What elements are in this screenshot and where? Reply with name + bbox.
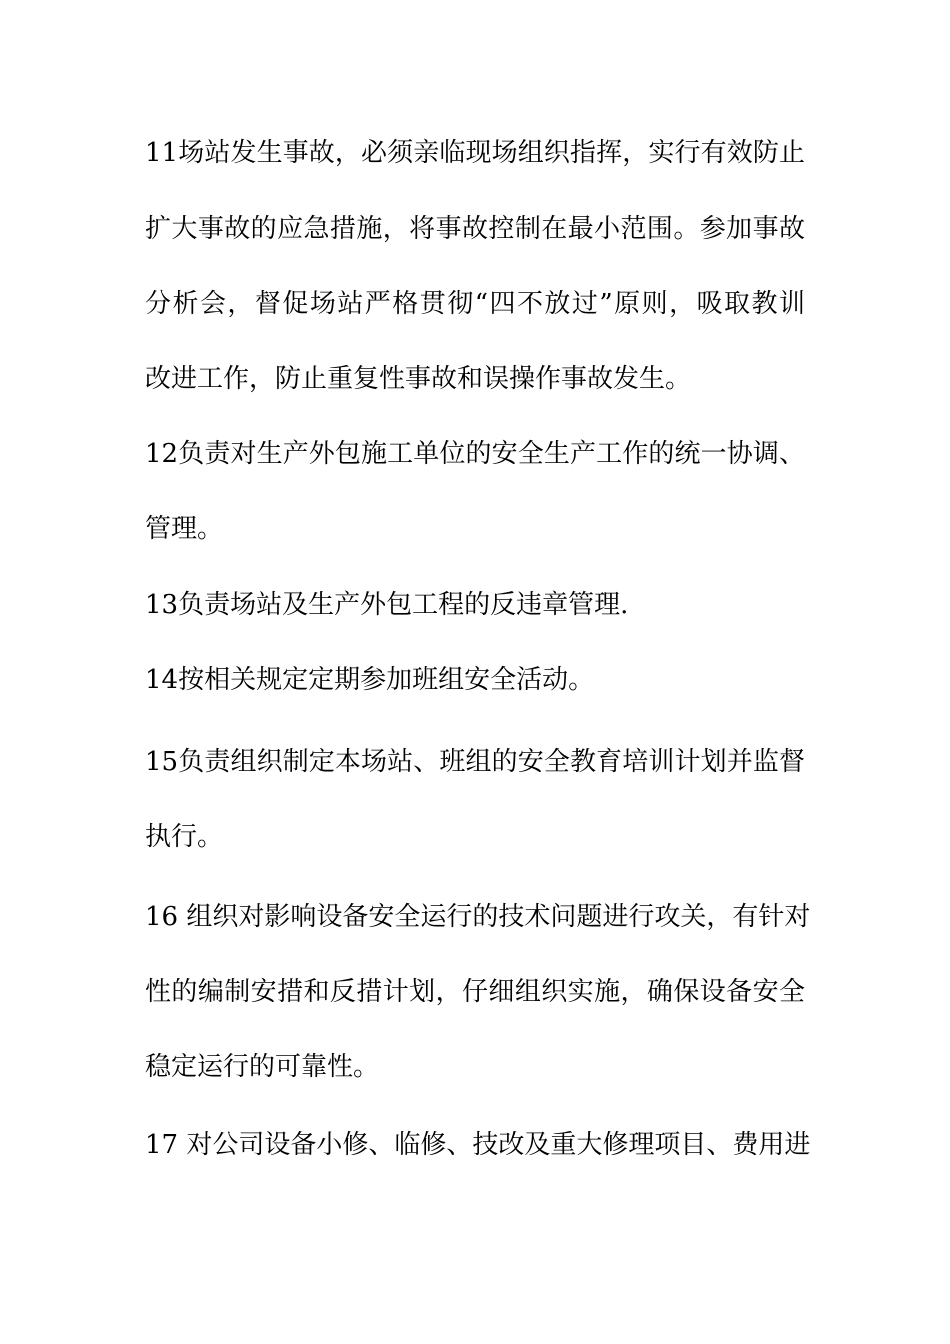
paragraph-14: 14按相关规定定期参加班组安全活动。 xyxy=(145,665,595,695)
paragraph-16-line-2: 性的编制安措和反措计划，仔细组织实施，确保设备安全 xyxy=(145,977,805,1007)
paragraph-11-line-3: 分析会，督促场站严格贯彻“四不放过”原则，吸取教训 xyxy=(145,289,805,319)
paragraph-15-line-1: 15负责组织制定本场站、班组的安全教育培训计划并监督 xyxy=(145,747,805,777)
paragraph-12-line-2: 管理。 xyxy=(145,514,224,544)
paragraph-15-line-2: 执行。 xyxy=(145,822,224,852)
paragraph-13: 13负责场站及生产外包工程的反违章管理. xyxy=(145,590,629,620)
paragraph-12-line-1: 12负责对生产外包施工单位的安全生产工作的统一协调、 xyxy=(145,439,805,469)
paragraph-11-line-2: 扩大事故的应急措施，将事故控制在最小范围。参加事故 xyxy=(145,214,805,244)
paragraph-11-line-1: 11场站发生事故，必须亲临现场组织指挥，实行有效防止 xyxy=(145,138,805,168)
paragraph-16-line-3: 稳定运行的可靠性。 xyxy=(145,1052,380,1082)
paragraph-16-line-1: 16 组织对影响设备安全运行的技术问题进行攻关，有针对 xyxy=(145,902,811,932)
paragraph-17-line-1: 17 对公司设备小修、临修、技改及重大修理项目、费用进 xyxy=(145,1130,811,1160)
paragraph-11-line-4: 改进工作，防止重复性事故和误操作事故发生。 xyxy=(145,364,692,394)
